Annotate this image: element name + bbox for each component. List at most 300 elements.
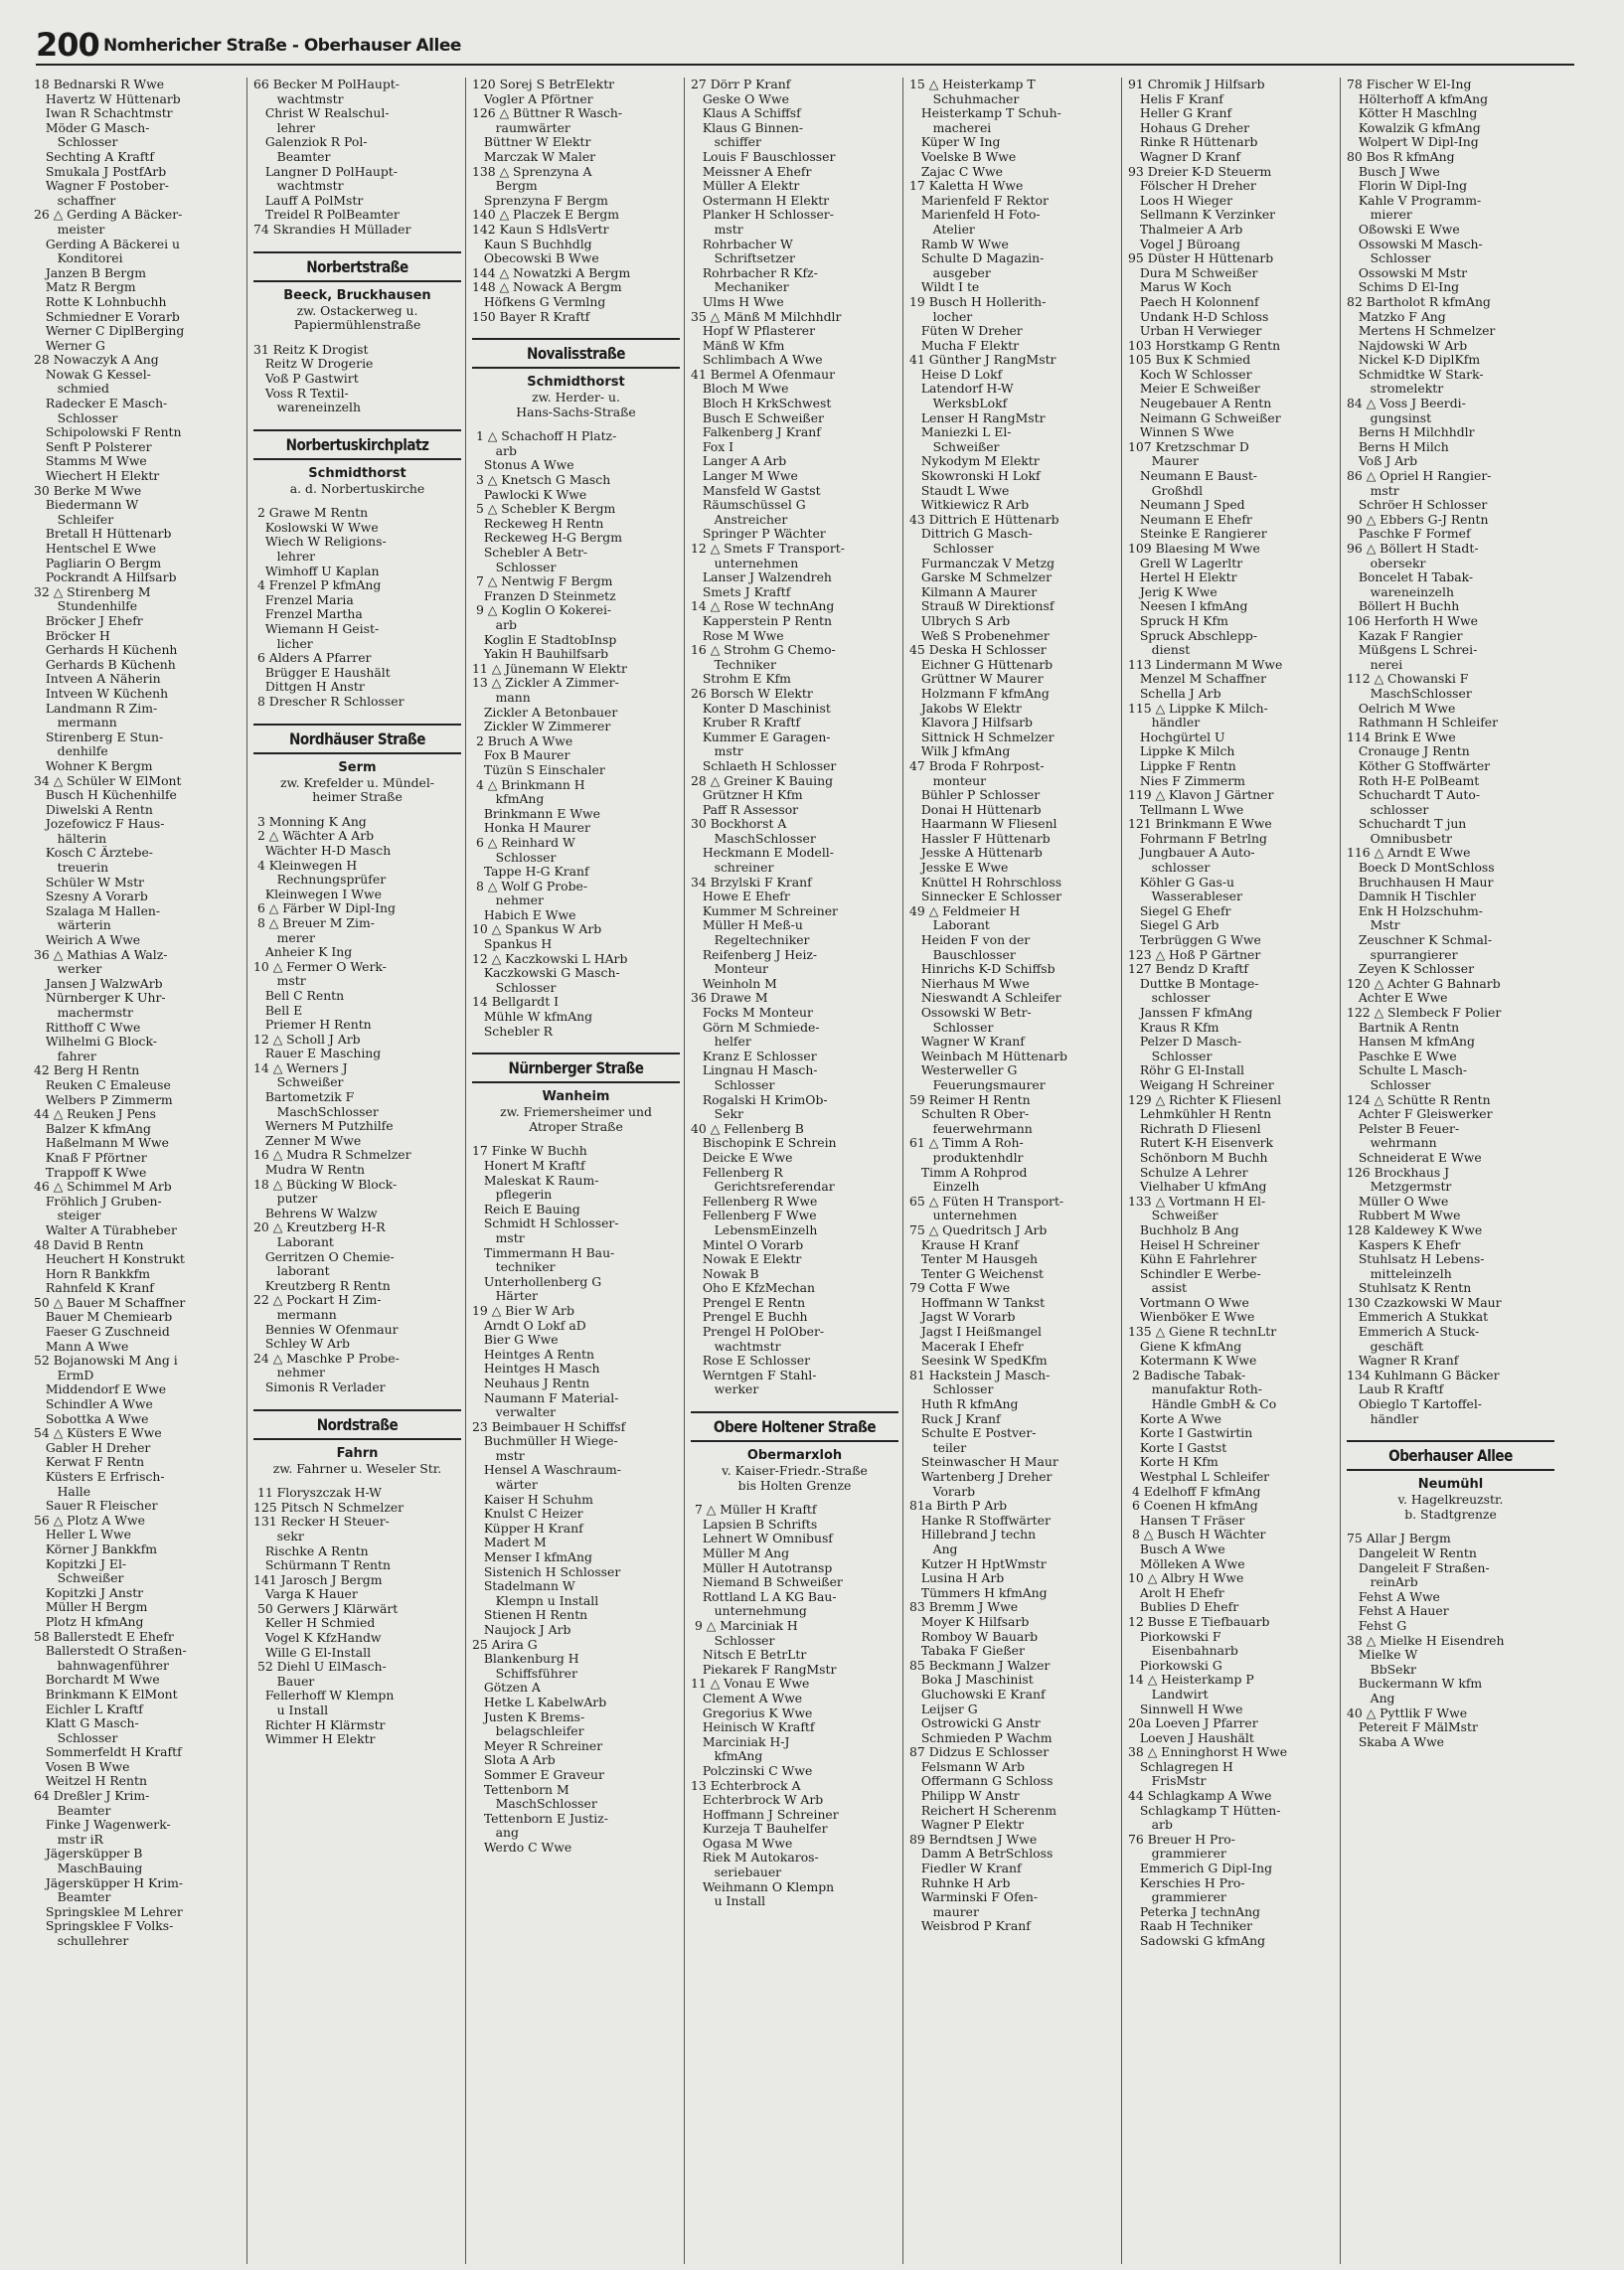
directory-entry: Berns H Milchhdlr (1347, 425, 1475, 440)
directory-entry: Stamms M Wwe (34, 454, 147, 469)
directory-entry: Priemer H Rentn (253, 1018, 372, 1033)
directory-entry: Schulten R Ober- (909, 1107, 1030, 1122)
directory-entry: Sellmann K Verzinker (1128, 208, 1276, 223)
directory-entry: Weitzel H Rentn (34, 1774, 147, 1789)
directory-entry: Ossowski M Mstr (1347, 265, 1468, 280)
directory-entry: Schlaeth H Schlosser (691, 758, 837, 773)
directory-entry: Lippke F Rentn (1128, 758, 1236, 773)
directory-entry: 47 Broda F Rohrpost- (909, 758, 1045, 773)
directory-entry: Jägersküpper B (34, 1847, 143, 1862)
directory-entry: Rohrbacher W (691, 237, 793, 251)
directory-entry: 121 Brinkmann E Wwe (1128, 817, 1272, 832)
directory-entry: treuerin (34, 861, 109, 876)
directory-entry: Vogel K KfzHandw (253, 1631, 382, 1646)
directory-entry: Schleifer (34, 512, 114, 527)
directory-entry: Janssen F kfmAng (1128, 1006, 1253, 1020)
directory-entry: Piorkowski F (1128, 1629, 1221, 1644)
directory-entry: Treidel R PolBeamter (253, 208, 400, 223)
directory-entry: Falkenberg J Kranf (691, 425, 821, 440)
district-name: Neumühl (1417, 1477, 1484, 1493)
directory-entry: MaschSchlosser (691, 831, 816, 846)
page-header (36, 26, 1586, 66)
directory-entry: maurer (909, 1904, 979, 1919)
directory-entry: licher (253, 636, 313, 651)
directory-entry: Yakin H Bauhilfsarb (472, 647, 609, 662)
directory-entry: Maurer (1128, 454, 1199, 469)
directory-entry: 40 △ Fellenberg B (691, 1121, 804, 1136)
directory-entry: Havertz W Hüttenarb (34, 91, 181, 106)
directory-entry: machermstr (34, 1006, 133, 1020)
directory-entry: Smukala J PostfArb (34, 164, 167, 179)
directory-entry: Marciniak H-J (691, 1734, 790, 1749)
directory-entry: Böllert H Buchh (1347, 599, 1460, 614)
directory-entry: Füten W Dreher (909, 324, 1023, 339)
directory-entry: Jagst W Vorarb (909, 1310, 1016, 1325)
directory-entry: 50 Gerwers J Klärwärt (253, 1601, 399, 1616)
directory-entry: Marienfeld H Foto- (909, 208, 1041, 223)
directory-entry: Simonis R Verlader (253, 1379, 386, 1394)
directory-entry: wachtmstr (253, 91, 344, 106)
directory-entry: Florin W Dipl-Ing (1347, 179, 1468, 194)
directory-entry: Kapperstein P Rentn (691, 613, 833, 628)
directory-entry: Tenter M Hausgeh (909, 1252, 1039, 1267)
directory-entry: Kerschies H Pro- (1128, 1875, 1245, 1890)
directory-entry: seriebauer (691, 1865, 782, 1880)
directory-entry: putzer (253, 1192, 318, 1207)
directory-entry: Mielke W (1347, 1648, 1418, 1663)
directory-entry: Bröcker J Ehefr (34, 613, 143, 628)
directory-entry: 12 △ Smets F Transport- (691, 542, 845, 556)
directory-entry: 140 △ Placzek E Bergm (472, 208, 620, 223)
directory-entry: Geske O Wwe (691, 91, 789, 106)
directory-entry: Vortmann O Wwe (1128, 1295, 1249, 1310)
directory-entry: 81 Hackstein J Masch- (909, 1368, 1051, 1382)
directory-entry: u Install (253, 1703, 329, 1718)
directory-entry: Petereit F MälMstr (1347, 1720, 1478, 1735)
directory-entry: Busch J Wwe (1347, 164, 1440, 179)
directory-entry: Hillebrand J techn (909, 1528, 1037, 1542)
directory-entry: Metzgermstr (1347, 1180, 1452, 1195)
directory-entry: Mudra W Rentn (253, 1163, 365, 1178)
directory-entry: Franzen D Steinmetz (472, 588, 616, 603)
directory-entry: Ossowski W Betr- (909, 1006, 1032, 1020)
directory-entry: händler (1128, 716, 1201, 730)
street-heading (253, 429, 461, 460)
directory-entry: 28 Nowaczyk A Ang (34, 353, 159, 368)
directory-entry: Schlosser (691, 1633, 775, 1648)
directory-entry: Sauer R Fleischer (34, 1499, 158, 1514)
directory-entry: schiffer (691, 135, 761, 150)
directory-entry: Kahle V Programm- (1347, 193, 1482, 208)
directory-entry: Tellmann L Wwe (1128, 802, 1244, 817)
directory-entry: Laborant (909, 918, 990, 933)
directory-entry: Thalmeier A Arb (1128, 222, 1243, 237)
directory-entry: Höfkens G Vermlng (472, 294, 606, 309)
directory-entry: 128 Kaldewey K Wwe (1347, 1222, 1483, 1237)
directory-entry: Meier E Schweißer (1128, 382, 1260, 397)
directory-entry: Koglin E StadtobInsp (472, 632, 617, 647)
directory-entry: Wagner D Kranf (1128, 149, 1240, 164)
directory-entry: Paff R Assessor (691, 802, 799, 817)
directory-entry: 10 △ Fermer O Werk- (253, 959, 387, 974)
directory-entry: 76 Breuer H Pro- (1128, 1832, 1235, 1847)
directory-entry: Skaba A Wwe (1347, 1734, 1445, 1749)
directory-entry: Cronauge J Rentn (1347, 744, 1470, 759)
directory-entry: locher (909, 309, 973, 324)
directory-entry: Atelier (909, 222, 975, 237)
directory-entry: Halle (34, 1484, 91, 1499)
directory-entry: Meyer R Schreiner (472, 1738, 603, 1753)
directory-entry: 14 △ Werners J (253, 1060, 348, 1075)
directory-entry: denhilfe (34, 744, 108, 759)
district-name: Wanheim (542, 1089, 610, 1105)
directory-entry: Rose M Wwe (691, 628, 784, 643)
directory-entry: Balzer K kfmAng (34, 1121, 151, 1136)
directory-entry: Sittnick H Schmelzer (909, 730, 1055, 744)
directory-columns (28, 78, 1590, 2264)
directory-entry: Mintel O Vorarb (691, 1237, 804, 1252)
directory-entry: grammierer (1128, 1890, 1226, 1905)
directory-entry: 1 △ Schachoff H Platz- (472, 429, 617, 444)
directory-entry: Dangeleit F Straßen- (1347, 1560, 1490, 1575)
directory-entry: 122 △ Slembeck F Polier (1347, 1006, 1502, 1020)
directory-entry: Nierhaus M Wwe (909, 976, 1030, 991)
directory-entry: Anheier K Ing (253, 945, 353, 960)
directory-entry: hälterin (34, 831, 107, 846)
directory-entry: Rubbert M Wwe (1347, 1209, 1461, 1223)
directory-entry: 8 △ Wolf G Probe- (472, 879, 588, 893)
directory-entry: Lippke K Milch (1128, 744, 1235, 759)
directory-entry: Schlosser (472, 850, 557, 865)
directory-entry: Louis F Bauschlosser (691, 149, 836, 164)
directory-entry: Mechaniker (691, 280, 789, 295)
directory-entry: Heisel H Schreiner (1128, 1237, 1260, 1252)
directory-entry: Hinrichs K-D Schiffsb (909, 962, 1056, 977)
directory-entry: 138 △ Sprenzyna A (472, 164, 592, 179)
directory-entry: Senft P Polsterer (34, 439, 152, 454)
directory-entry: 96 △ Böllert H Stadt- (1347, 542, 1479, 556)
directory-entry: Fox I (691, 439, 734, 454)
directory-entry: Witkiewicz R Arb (909, 498, 1030, 513)
directory-entry: Siegel G Ehefr (1128, 903, 1231, 918)
directory-entry: 11 Floryszczak H-W (253, 1486, 382, 1501)
directory-entry: 9 △ Marciniak H (691, 1618, 798, 1633)
directory-entry: Wasserableser (1128, 890, 1242, 904)
directory-entry: Prengel H PolOber- (691, 1325, 825, 1340)
directory-entry: wachtmstr (691, 1339, 781, 1354)
directory-entry: Walter A Türabheber (34, 1222, 177, 1237)
directory-entry: Bublies D Ehefr (1128, 1600, 1239, 1615)
directory-entry: Kurzeja T Bauhelfer (691, 1822, 828, 1837)
directory-entry: Mucha F Elektr (909, 338, 1020, 353)
directory-entry: ErmD (34, 1368, 94, 1382)
directory-entry: Wagner P Elektr (909, 1818, 1024, 1833)
directory-entry: Ossowski M Masch- (1347, 237, 1483, 251)
directory-entry: Nowak B (691, 1266, 759, 1281)
directory-entry: Vorarb (909, 1484, 976, 1499)
directory-entry: Rose E Schlosser (691, 1354, 811, 1369)
directory-entry: Gerhards H Küchenh (34, 643, 178, 658)
directory-entry: Härter (472, 1289, 538, 1304)
directory-entry: Sinnecker E Schlosser (909, 890, 1061, 904)
directory-entry: Peterka J technAng (1128, 1904, 1260, 1919)
directory-entry: Gabler H Dreher (34, 1440, 151, 1455)
directory-entry: 43 Dittrich E Hüttenarb (909, 512, 1059, 527)
directory-entry: wärter (472, 1478, 538, 1493)
directory-entry: 6 Alders A Pfarrer (253, 651, 372, 666)
directory-entry: Spruck H Kfm (1128, 613, 1228, 628)
directory-entry: Faeser G Zuschneid (34, 1325, 170, 1340)
directory-entry: ang (472, 1826, 519, 1841)
directory-entry: Voelske B Wwe (909, 149, 1017, 164)
directory-entry: Springsklee M Lehrer (34, 1904, 183, 1919)
directory-entry: Dangeleit W Rentn (1347, 1546, 1477, 1560)
directory-entry: Naujock J Arb (472, 1623, 571, 1637)
directory-entry: Richrath D Fliesenl (1128, 1121, 1261, 1136)
directory-entry: Müller A Elektr (691, 179, 800, 194)
directory-entry: Madert M (472, 1536, 547, 1550)
directory-entry: 130 Czazkowski W Maur (1347, 1295, 1502, 1310)
directory-entry: Prengel E Buchh (691, 1310, 808, 1325)
directory-entry: Koch W Schlosser (1128, 367, 1252, 382)
directory-entry: 119 △ Klavon J Gärtner (1128, 788, 1274, 803)
directory-entry: 124 △ Schütte R Rentn (1347, 1092, 1491, 1107)
directory-entry: Eisenbahnarb (1128, 1644, 1238, 1659)
directory-entry: Fehst A Wwe (1347, 1589, 1440, 1604)
directory-entry: Wagner R Kranf (1347, 1354, 1459, 1369)
directory-entry: Müller M Ang (691, 1546, 790, 1560)
directory-entry: Kötter H Maschlng (1347, 106, 1478, 121)
directory-entry: Schulte E Postver- (909, 1426, 1037, 1441)
directory-entry: Philipp W Anstr (909, 1789, 1020, 1804)
directory-entry: Pagliarin O Bergm (34, 556, 162, 570)
directory-column (684, 78, 902, 2264)
directory-entry: Gerichtsreferendar (691, 1180, 835, 1195)
directory-entry: Ulms H Wwe (691, 294, 784, 309)
directory-entry: Nieswandt A Schleifer (909, 991, 1061, 1006)
directory-entry: lehrer (253, 550, 316, 565)
directory-entry: Marczak W Maler (472, 149, 596, 164)
directory-entry: Kaspers K Ehefr (1347, 1237, 1461, 1252)
directory-entry: Schipolowski F Rentn (34, 425, 182, 440)
street-name: Oberhauser Allee (1388, 1446, 1513, 1466)
directory-entry: Kopitzki J Anstr (34, 1585, 144, 1600)
directory-entry: werker (34, 962, 102, 977)
directory-entry: Klavora J Hilfsarb (909, 716, 1033, 730)
directory-entry: Ostermann H Elektr (691, 193, 830, 208)
directory-entry: mierer (1347, 208, 1412, 223)
directory-entry: Sprenzyna F Bergm (472, 193, 608, 208)
directory-entry: Gerritzen O Chemie- (253, 1249, 395, 1264)
directory-entry: manufaktur Roth- (1128, 1382, 1262, 1397)
directory-entry: Sekr (691, 1107, 743, 1122)
directory-entry: WerksbLokf (909, 397, 1008, 411)
directory-entry: 26 Borsch W Elektr (691, 686, 813, 701)
directory-entry: Siegel G Arb (1128, 918, 1219, 933)
directory-entry: schreiner (691, 861, 774, 876)
directory-entry: 38 △ Enninghorst H Wwe (1128, 1745, 1288, 1760)
directory-entry: Vogler A Pförtner (472, 91, 593, 106)
street-name: Norbertstraße (306, 256, 408, 276)
directory-entry: unternehmen (691, 556, 799, 570)
directory-entry: Einzelh (909, 1180, 980, 1195)
directory-entry: Jagst I Heißmangel (909, 1325, 1042, 1340)
directory-entry: Maniezki L El- (909, 425, 1012, 440)
directory-entry: Techniker (691, 657, 776, 672)
directory-entry: Büttner W Elektr (472, 135, 591, 150)
directory-entry: Mann A Wwe (34, 1339, 129, 1354)
directory-entry: Buckermann W kfm (1347, 1677, 1483, 1692)
directory-entry: 8 △ Busch H Wächter (1128, 1528, 1266, 1542)
directory-entry: Pockrandt A Hilfsarb (34, 570, 177, 585)
directory-entry: monteur (909, 773, 987, 788)
directory-entry: Bell E (253, 1003, 303, 1018)
directory-entry: Leijser G (909, 1702, 978, 1716)
directory-entry: schlosser (1128, 991, 1211, 1006)
directory-entry: Heisterkamp T Schuh- (909, 106, 1061, 121)
directory-entry: 3 △ Knetsch G Masch (472, 473, 611, 488)
directory-entry: Prengel E Rentn (691, 1295, 806, 1310)
directory-entry: 12 △ Scholl J Arb (253, 1032, 361, 1047)
district-name: Beeck, Bruckhausen (283, 287, 431, 303)
directory-entry: Haßelmann M Wwe (34, 1136, 169, 1151)
directory-entry: Garske M Schmelzer (909, 570, 1053, 585)
directory-entry: Oelrich M Wwe (1347, 701, 1456, 716)
directory-entry: 125 Pitsch N Schmelzer (253, 1500, 405, 1515)
directory-entry: Matz R Bergm (34, 280, 136, 295)
directory-entry: Großhdl (1128, 483, 1204, 498)
street-range: zw. Ostackerweg u. Papiermühlenstraße (293, 302, 421, 333)
directory-entry: 18 △ Bücking W Block- (253, 1177, 398, 1192)
directory-entry: Gerhards B Küchenh (34, 657, 176, 672)
directory-entry: 86 △ Opriel H Rangier- (1347, 469, 1492, 484)
directory-entry: mermann (253, 1307, 337, 1322)
directory-entry: Zeyen K Schlosser (1347, 962, 1475, 977)
directory-entry: 48 David B Rentn (34, 1237, 144, 1252)
directory-entry: Rotte K Lohnbuchh (34, 294, 167, 309)
directory-entry: Steinke E Rangierer (1128, 527, 1267, 542)
directory-entry: Knüttel H Rohrschloss (909, 875, 1062, 890)
street-heading (253, 1409, 461, 1440)
directory-entry: Lapsien B Schrifts (691, 1517, 818, 1532)
directory-column (246, 78, 465, 2264)
directory-entry: Schlosser (472, 980, 557, 995)
directory-entry: Seesink W SpedKfm (909, 1354, 1048, 1369)
directory-entry: Rauer E Masching (253, 1047, 382, 1061)
directory-entry: Skowronski H Lokf (909, 469, 1041, 484)
directory-entry: Busch E Schweißer (691, 410, 824, 425)
directory-entry: Schweißer (1128, 1209, 1218, 1223)
directory-entry: Menzel M Schaffner (1128, 672, 1267, 687)
directory-entry: 91 Chromik J Hilfsarb (1128, 78, 1265, 91)
directory-entry: Mänß W Kfm (691, 338, 785, 353)
directory-entry: Jesske A Hüttenarb (909, 846, 1043, 861)
directory-entry: 113 Lindermann M Wwe (1128, 657, 1283, 672)
directory-entry: Wiech W Religions- (253, 535, 387, 550)
directory-entry: Horn R Bankkfm (34, 1266, 151, 1281)
directory-entry: Honert M Kraftf (472, 1159, 585, 1173)
directory-entry: 44 △ Reuken J Pens (34, 1107, 156, 1122)
directory-entry: raumwärter (472, 120, 570, 135)
directory-entry: Meissner A Ehefr (691, 164, 812, 179)
directory-entry: Springer P Wächter (691, 527, 826, 542)
directory-entry: händler (1347, 1411, 1419, 1426)
directory-entry: 44 Schlagkamp A Wwe (1128, 1789, 1272, 1804)
directory-entry: Schüler W Mstr (34, 875, 144, 890)
street-range: zw. Krefelder u. Mündel- heimer Straße (280, 774, 434, 805)
directory-entry: 26 △ Gerding A Bäcker- (34, 208, 183, 223)
directory-entry: 13 △ Zickler A Zimmer- (472, 676, 619, 691)
directory-entry: Wienböker E Wwe (1128, 1310, 1255, 1325)
directory-entry: Hertel H Elektr (1128, 570, 1237, 585)
directory-entry: Vogel J Büroang (1128, 237, 1240, 251)
directory-entry: 2 Badische Tabak- (1128, 1368, 1246, 1382)
directory-entry: Springsklee F Volks- (34, 1919, 174, 1934)
directory-entry: Ballerstedt O Straßen- (34, 1644, 187, 1659)
directory-entry: Boka J Maschinist (909, 1673, 1034, 1688)
directory-entry: 78 Fischer W El-Ing (1347, 78, 1472, 91)
directory-entry: Beamter (34, 1803, 111, 1818)
directory-entry: Slota A Arb (472, 1753, 556, 1768)
directory-entry: Boncelet H Tabak- (1347, 570, 1474, 585)
directory-entry: Kazak F Rangier (1347, 628, 1463, 643)
directory-column (465, 78, 684, 2264)
directory-entry: stromelektr (1347, 382, 1444, 397)
directory-entry: Werners M Putzhilfe (253, 1119, 394, 1134)
directory-entry: Loos H Wieger (1128, 193, 1233, 208)
directory-entry: Götzen A (472, 1681, 541, 1696)
directory-entry: Hentschel E Wwe (34, 542, 157, 556)
directory-entry: Görn M Schmiede- (691, 1020, 820, 1035)
directory-entry: Weß S Probenehmer (909, 628, 1050, 643)
directory-entry: 10 △ Albry H Wwe (1128, 1571, 1244, 1586)
directory-entry: 93 Dreier K-D Steuerm (1128, 164, 1272, 179)
directory-entry: 14 △ Heisterkamp P (1128, 1673, 1254, 1688)
directory-entry: 112 △ Chowanski F (1347, 672, 1469, 687)
directory-entry: Jakobs W Elektr (909, 701, 1022, 716)
directory-entry: 32 △ Stirenberg M (34, 584, 151, 599)
directory-entry: Werdo C Wwe (472, 1840, 572, 1855)
directory-entry: Rottland L A KG Bau- (691, 1589, 837, 1604)
directory-entry: mann (472, 690, 531, 705)
directory-entry: Bier G Wwe (472, 1333, 559, 1348)
directory-entry: nerei (1347, 657, 1403, 672)
directory-entry: Hoffmann J Schreiner (691, 1807, 839, 1822)
directory-entry: Dittrich G Masch- (909, 527, 1033, 542)
directory-entry: Sinnwell H Wwe (1128, 1702, 1243, 1716)
directory-entry: Fölscher H Dreher (1128, 179, 1256, 194)
directory-entry: mstr (691, 222, 743, 237)
directory-entry: Hochgürtel U (1128, 730, 1225, 744)
directory-entry: mstr (472, 1448, 525, 1463)
directory-entry: Rogalski H KrimOb- (691, 1092, 828, 1107)
directory-entry: teiler (909, 1440, 967, 1455)
directory-entry: Schlosser (1347, 1077, 1431, 1092)
directory-entry: MaschSchlosser (472, 1797, 597, 1812)
directory-entry: mstr (1347, 483, 1399, 498)
directory-entry: mitteleinzelh (1347, 1266, 1452, 1281)
directory-entry: Weigang H Schreiner (1128, 1077, 1274, 1092)
directory-entry: Kaczkowski G Masch- (472, 966, 620, 981)
directory-entry: 120 △ Achter G Bahnarb (1347, 976, 1501, 991)
directory-entry: Moyer K Hilfsarb (909, 1614, 1030, 1629)
directory-entry: Heiden F von der (909, 933, 1031, 948)
directory-entry: Fellerhoff W Klempn (253, 1689, 395, 1703)
street-name: Novalisstraße (526, 344, 626, 364)
directory-entry: Rinke R Hüttenarb (1128, 135, 1258, 150)
directory-entry: Tümmers H kfmAng (909, 1585, 1048, 1600)
directory-entry: Fellenberg F Wwe (691, 1209, 817, 1223)
